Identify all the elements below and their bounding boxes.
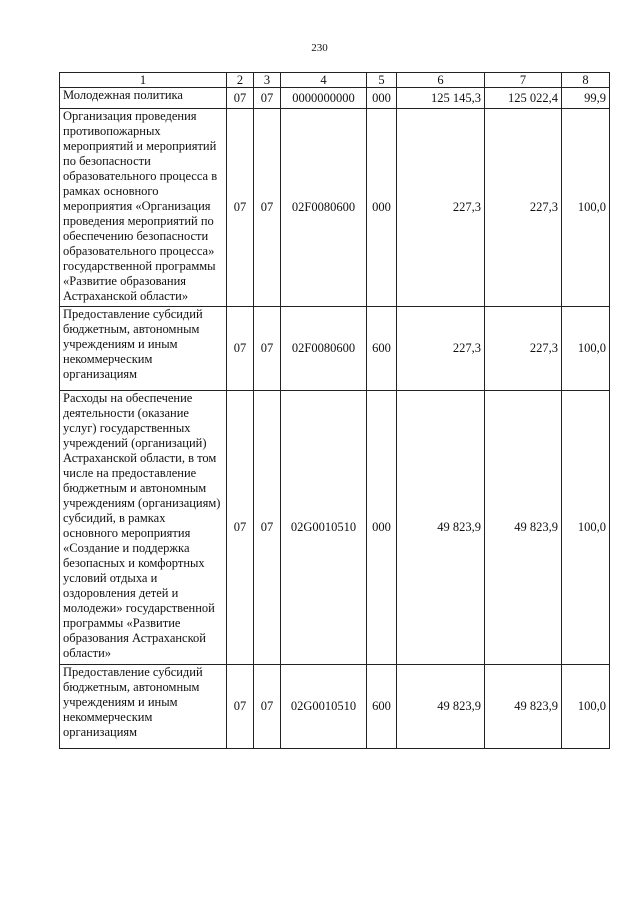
expense-type-code: 600: [367, 307, 397, 391]
target-article-code: 0000000000: [281, 88, 367, 109]
budget-table: [59, 72, 610, 749]
actual-amount: 125 022,4: [485, 88, 562, 109]
column-header: 5: [367, 73, 397, 88]
column-header: 4: [281, 73, 367, 88]
target-article-code: 02G0010510: [281, 391, 367, 665]
execution-percent: 100,0: [562, 109, 610, 307]
table-row: [60, 665, 610, 749]
column-header: 6: [397, 73, 485, 88]
planned-amount: 49 823,9: [397, 665, 485, 749]
actual-amount: 49 823,9: [485, 665, 562, 749]
page-number: 230: [311, 42, 328, 54]
column-header: 7: [485, 73, 562, 88]
planned-amount: 227,3: [397, 307, 485, 391]
execution-percent: 99,9: [562, 88, 610, 109]
expense-type-code: 000: [367, 109, 397, 307]
column-header: 8: [562, 73, 610, 88]
table-row: [60, 109, 610, 307]
expense-name: Организация проведения противопожарных мероприятий и мероприятий по безопасности образовательного процесса в рамках основного мероприятия «Организация проведения мероприятий по обеспечению безопасности образовательного процесса» государственной программы «Развитие образования Астраханской области»: [60, 109, 227, 307]
execution-percent: 100,0: [562, 391, 610, 665]
planned-amount: 227,3: [397, 109, 485, 307]
subsection-code: 07: [254, 109, 281, 307]
expense-name: Молодежная политика: [60, 88, 227, 109]
planned-amount: 49 823,9: [397, 391, 485, 665]
target-article-code: 02F0080600: [281, 109, 367, 307]
expense-type-code: 000: [367, 88, 397, 109]
expense-type-code: 600: [367, 665, 397, 749]
target-article-code: 02F0080600: [281, 307, 367, 391]
expense-type-code: 000: [367, 391, 397, 665]
subsection-code: 07: [254, 665, 281, 749]
section-code: 07: [227, 109, 254, 307]
actual-amount: 227,3: [485, 109, 562, 307]
table-row: [60, 391, 610, 665]
column-header: 2: [227, 73, 254, 88]
column-header: 3: [254, 73, 281, 88]
section-code: 07: [227, 307, 254, 391]
subsection-code: 07: [254, 391, 281, 665]
execution-percent: 100,0: [562, 307, 610, 391]
subsection-code: 07: [254, 88, 281, 109]
section-code: 07: [227, 391, 254, 665]
execution-percent: 100,0: [562, 665, 610, 749]
expense-name: Расходы на обеспечение деятельности (оказание услуг) государственных учреждений (организаций) Астраханской области, в том числе на предоставление бюджетным и автономным учреждениям (организациям) субсидий, в рамках основного мероприятия «Создание и поддержка безопасных и комфортных условий отдыха и оздоровления детей и молодежи» государственной программы «Развитие образования Астраханской области»: [60, 391, 227, 665]
table-row: [60, 307, 610, 391]
section-code: 07: [227, 88, 254, 109]
actual-amount: 227,3: [485, 307, 562, 391]
expense-name: Предоставление субсидий бюджетным, автономным учреждениям и иным некоммерческим организациям: [60, 307, 227, 391]
table-header-row: [60, 73, 610, 88]
target-article-code: 02G0010510: [281, 665, 367, 749]
table-row: [60, 88, 610, 109]
expense-name: Предоставление субсидий бюджетным, автономным учреждениям и иным некоммерческим организациям: [60, 665, 227, 749]
section-code: 07: [227, 665, 254, 749]
column-header: 1: [60, 73, 227, 88]
subsection-code: 07: [254, 307, 281, 391]
actual-amount: 49 823,9: [485, 391, 562, 665]
planned-amount: 125 145,3: [397, 88, 485, 109]
